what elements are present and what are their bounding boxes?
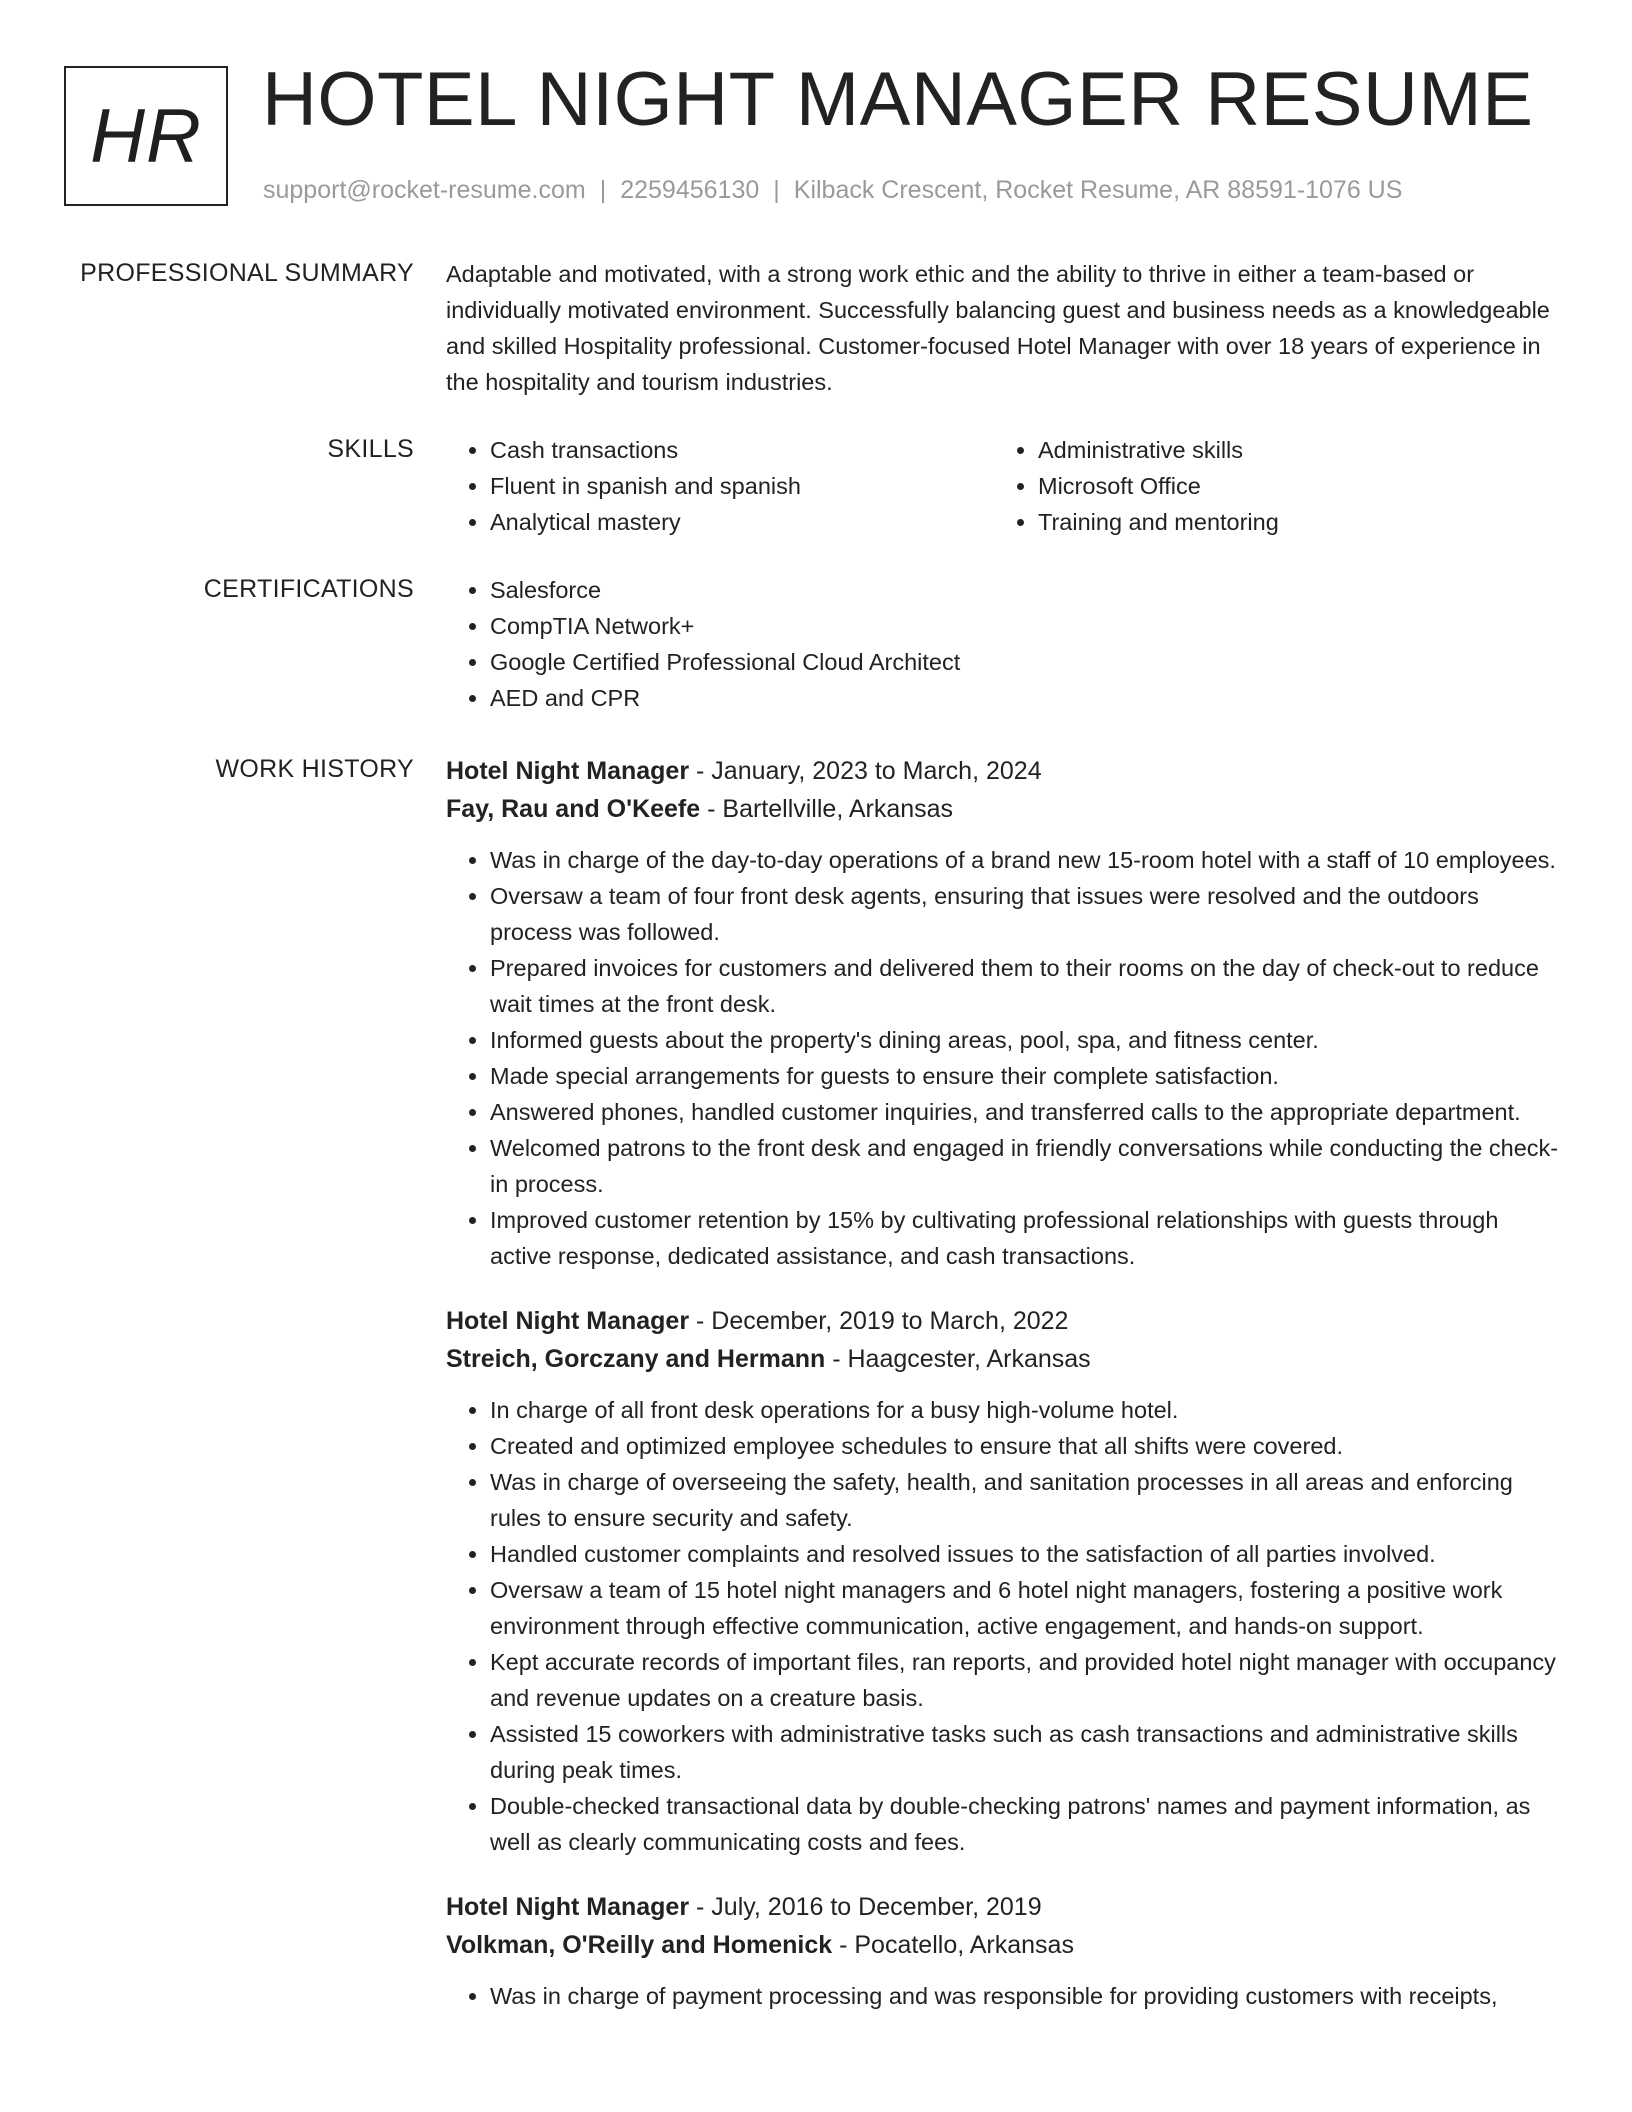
job-bullet: • Oversaw a team of 15 hotel night managers and 6 hotel night managers, fostering a positive work environment through effective communication, active engagement, and hands-on support. xyxy=(490,1572,1566,1644)
job-title: Hotel Night Manager xyxy=(446,1307,690,1335)
skills-grid xyxy=(446,432,1566,540)
job-bullet: • Answered phones, handled customer inquiries, and transferred calls to the appropriate department. xyxy=(490,1094,1566,1130)
job-dates: - January, 2023 to March, 2024 xyxy=(689,757,1042,785)
job-bullet: • Was in charge of the day-to-day operations of a brand new 15-room hotel with a staff of 10 employees. xyxy=(490,842,1566,878)
job-bullet: • Was in charge of payment processing and was responsible for providing customers with receipts, xyxy=(490,1978,1566,2014)
job-company-line xyxy=(446,1926,1566,1964)
skill-item: • Fluent in spanish and spanish xyxy=(490,468,994,504)
job-bullet: • Was in charge of overseeing the safety, health, and sanitation processes in all areas and enforcing rules to ensure security and safety. xyxy=(490,1464,1566,1536)
job-title-line xyxy=(446,752,1566,790)
job-dates: - July, 2016 to December, 2019 xyxy=(689,1893,1042,1921)
monogram-logo xyxy=(64,66,228,206)
certification-item: • Salesforce xyxy=(490,572,1566,608)
skill-item: • Cash transactions xyxy=(490,432,994,468)
skills-column-right xyxy=(994,432,1542,540)
job-company-line xyxy=(446,1340,1566,1378)
job-bullet: • Assisted 15 coworkers with administrative tasks such as cash transactions and administrative skills during peak times. xyxy=(490,1716,1566,1788)
job-bullet: • Prepared invoices for customers and delivered them to their rooms on the day of check-out to reduce wait times at the front desk. xyxy=(490,950,1566,1022)
job-company-line xyxy=(446,790,1566,828)
job-bullet: • In charge of all front desk operations for a busy high-volume hotel. xyxy=(490,1392,1566,1428)
job-bullets xyxy=(446,842,1566,1274)
skill-item: • Analytical mastery xyxy=(490,504,994,540)
work-history-body xyxy=(446,752,1566,2014)
contact-address: Kilback Crescent, Rocket Resume, AR 88591-1076 US xyxy=(793,176,1403,204)
skills-column-left xyxy=(446,432,994,540)
job-dates: - December, 2019 to March, 2022 xyxy=(689,1307,1069,1335)
contact-email[interactable]: support@rocket-resume.com xyxy=(263,176,586,204)
job-title-line xyxy=(446,1302,1566,1340)
job-bullet: • Welcomed patrons to the front desk and engaged in friendly conversations while conducting the check-in process. xyxy=(490,1130,1566,1202)
skills-heading: SKILLS xyxy=(327,435,414,463)
job-bullet: • Made special arrangements for guests to ensure their complete satisfaction. xyxy=(490,1058,1566,1094)
job-bullets xyxy=(446,1978,1566,2014)
job-entry xyxy=(446,1888,1566,2014)
certifications-body xyxy=(446,572,1566,716)
job-company: Streich, Gorczany and Hermann xyxy=(446,1345,826,1373)
job-entry xyxy=(446,1302,1566,1860)
job-bullet: • Informed guests about the property's dining areas, pool, spa, and fitness center. xyxy=(490,1022,1566,1058)
summary-body xyxy=(446,256,1566,400)
skill-item: • Training and mentoring xyxy=(1038,504,1542,540)
skill-item: • Administrative skills xyxy=(1038,432,1542,468)
job-bullet: • Improved customer retention by 15% by cultivating professional relationships with guests through active response, dedicated assistance, and cash transactions. xyxy=(490,1202,1566,1274)
summary-heading: PROFESSIONAL SUMMARY xyxy=(80,259,414,287)
job-bullet: • Created and optimized employee schedules to ensure that all shifts were covered. xyxy=(490,1428,1566,1464)
work-history-heading: WORK HISTORY xyxy=(215,755,414,783)
resume-title: HOTEL NIGHT MANAGER RESUME xyxy=(262,57,1534,142)
job-bullet: • Handled customer complaints and resolved issues to the satisfaction of all parties involved. xyxy=(490,1536,1566,1572)
certification-item: • Google Certified Professional Cloud Architect xyxy=(490,644,1566,680)
summary-text: Adaptable and motivated, with a strong work ethic and the ability to thrive in either a team-based or individually motivated environment. Successfully balancing guest and business needs as a knowledgeable and skilled Hospitality professional. Customer-focused Hotel Manager with over 18 years of experience in the hospitality and tourism industries. xyxy=(446,261,1550,395)
job-company: Volkman, O'Reilly and Homenick xyxy=(446,1931,833,1959)
contact-phone[interactable]: 2259456130 xyxy=(620,176,760,204)
contact-separator: | xyxy=(773,176,780,204)
job-bullet: • Double-checked transactional data by double-checking patrons' names and payment information, as well as clearly communicating costs and fees. xyxy=(490,1788,1566,1860)
contact-separator: | xyxy=(599,176,607,204)
skill-item: • Microsoft Office xyxy=(1038,468,1542,504)
job-title: Hotel Night Manager xyxy=(446,757,690,785)
job-entry xyxy=(446,752,1566,1274)
job-company: Fay, Rau and O'Keefe xyxy=(446,795,701,823)
job-bullet: • Kept accurate records of important files, ran reports, and provided hotel night manager with occupancy and revenue updates on a creature basis. xyxy=(490,1644,1566,1716)
job-bullets xyxy=(446,1392,1566,1860)
monogram-text: HR xyxy=(90,93,202,179)
skills-body xyxy=(446,432,1566,540)
job-location: - Bartellville, Arkansas xyxy=(700,795,954,823)
job-bullet: • Oversaw a team of four front desk agents, ensuring that issues were resolved and the outdoors process was followed. xyxy=(490,878,1566,950)
certifications-heading: CERTIFICATIONS xyxy=(203,575,414,603)
job-location: - Pocatello, Arkansas xyxy=(832,1931,1074,1959)
certification-item: • AED and CPR xyxy=(490,680,1566,716)
certification-item: • CompTIA Network+ xyxy=(490,608,1566,644)
job-title-line xyxy=(446,1888,1566,1926)
contact-line xyxy=(263,176,1402,205)
job-location: - Haagcester, Arkansas xyxy=(825,1345,1091,1373)
job-title: Hotel Night Manager xyxy=(446,1893,690,1921)
